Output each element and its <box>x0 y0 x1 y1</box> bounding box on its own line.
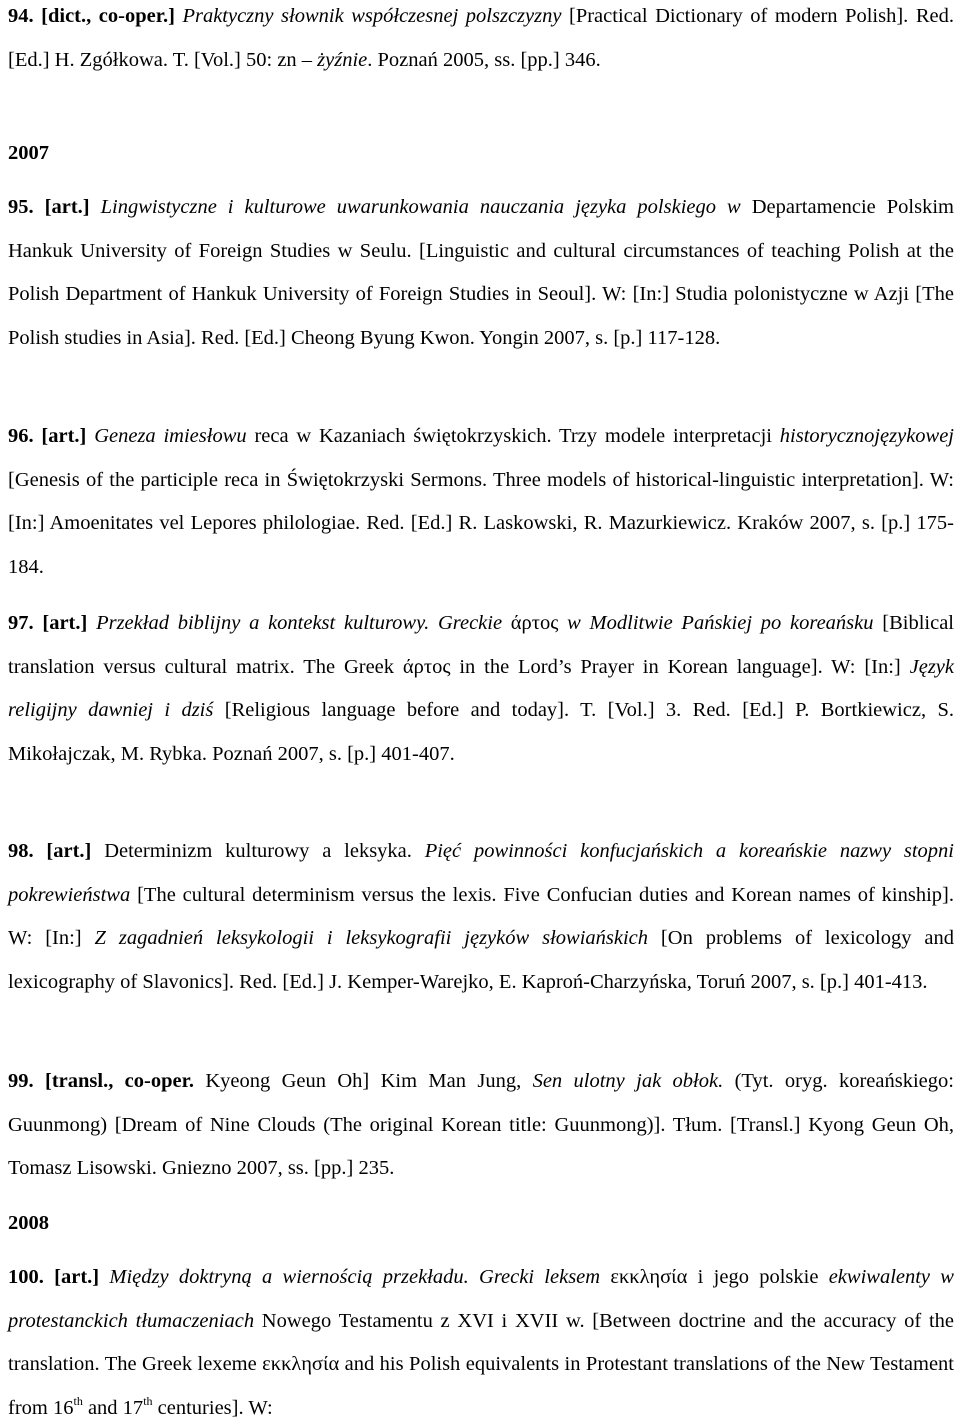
entry-text-segment: (Tyt. oryg. koreańskiego: Guunmong) [Dream of Nine Clouds (The original Korean title: Guunmong)]. Tłum. [Transl.] Kyong Geun Oh, Tomasz Lisowski. Gniezno 2007, ss. [pp.] 235. <box>8 1070 954 1180</box>
entry-text-segment: 95. [art.] <box>8 196 90 218</box>
entry-text-segment: Geneza imiesłowu <box>94 425 247 447</box>
entry-text-segment: Kyeong Geun Oh] Kim Man Jung, <box>193 1070 533 1092</box>
entry-text-segment: [Genesis of the participle reca in Świętokrzyski Sermons. Three models of historical-linguistic interpretation]. W: [In:] Amoenitates vel Lepores philologiae. Red. [Ed.] R. Laskowski, R. Mazurkiewicz. Kraków 2007, s. [p.] 175-184. <box>8 468 954 578</box>
entry-text-segment <box>87 612 96 634</box>
entry-text-segment: 99. [transl., co-oper. <box>8 1070 194 1092</box>
entry-text-segment: 94. [dict., co-oper.] <box>8 5 183 27</box>
bibliography-entry-96 <box>8 415 954 589</box>
entry-text-segment <box>99 1266 109 1288</box>
entry-text-segment: centuries]. W: <box>152 1396 273 1419</box>
year-heading-2008: 2008 <box>8 1212 49 1234</box>
entry-text-segment: th <box>73 1393 83 1408</box>
entry-text-segment: [The cultural determinism versus the lexis. Five Confucian duties and Korean names of kinship]. W: [In:] <box>8 883 954 950</box>
entry-text-segment: [Religious language before and today]. T. [Vol.] 3. Red. [Ed.] P. Bortkiewicz, S. Mikołajczak, M. Rybka. Poznań 2007, s. [p.] 401-407. <box>8 699 954 765</box>
bibliography-entry-98 <box>8 830 954 1004</box>
entry-text-segment: Sen ulotny jak obłok. <box>532 1070 724 1092</box>
entry-text-segment: 98. [art.] <box>8 840 92 862</box>
entry-text-segment: Nowego Testamentu z XVI i XVII w. [Between doctrine and the accuracy of the translation. The Greek lexeme εκκλησία and his Polish equivalents in Protestant translations of the New Testament from 16 <box>8 1309 954 1419</box>
entry-text-segment: Z zagadnień leksykologii i leksykografii języków słowiańskich <box>94 927 649 950</box>
entry-text-segment: ekwiwalenty w protestanckich tłumaczeniach <box>8 1266 954 1332</box>
entry-text-segment: . Poznań 2005, ss. [pp.] 346. <box>367 48 601 71</box>
entry-text-segment: and 17 <box>82 1396 144 1419</box>
entry-text-segment: 97. [art.] <box>8 612 88 634</box>
entry-text-segment: Pięć powinności konfucjańskich a koreańskie nazwy stopni pokrewieństwa <box>8 840 954 906</box>
entry-text-segment: [On problems of lexicology and lexicography of Slavonics]. Red. [Ed.] J. Kemper-Warejko, E. Kaproń-Charzyńska, Toruń 2007, s. [p.] 401-413. <box>8 927 954 993</box>
entry-text-segment: th <box>143 1393 153 1408</box>
entry-text-segment: Praktyczny słownik współczesnej polszczyzny <box>182 5 562 27</box>
year-heading-2007: 2007 <box>8 142 49 164</box>
bibliography-entry-99 <box>8 1060 954 1191</box>
entry-text-segment: [Practical Dictionary of modern Polish]. Red. [Ed.] H. Zgółkowa. T. [Vol.] 50: zn – <box>8 5 954 71</box>
entry-text-segment: εκκλησία i jego polskie <box>600 1266 829 1288</box>
entry-text-segment: άρτος <box>502 612 568 634</box>
entry-text-segment: Między doktryną a wiernością przekładu. Grecki leksem <box>109 1266 601 1288</box>
bibliography-entry-100 <box>8 1256 954 1426</box>
entry-text-segment: żyźnie <box>317 48 368 71</box>
entry-text-segment: historycznojęzykowej <box>779 425 955 447</box>
entry-text-segment: w Modlitwie Pańskiej po koreańsku <box>567 612 874 634</box>
entry-text-segment: 96. [art.] <box>8 425 87 447</box>
bibliography-entry-94 <box>8 0 954 82</box>
entry-text-segment: Departamencie Polskim Hankuk University of Foreign Studies w Seulu. [Linguistic and cultural circumstances of teaching Polish at the Polish Department of Hankuk University of Foreign Studies in Seoul]. W: [In:] Studia polonistyczne w Azji [The Polish studies in Asia]. Red. [Ed.] Cheong Byung Kwon. Yongin 2007, s. [p.] 117-128. <box>8 196 954 349</box>
entry-text-segment: Lingwistyczne i kulturowe uwarunkowania nauczania języka polskiego w <box>89 196 741 218</box>
entry-text-segment: reca w Kazaniach świętokrzyskich. Trzy modele interpretacji <box>246 425 780 447</box>
entry-text-segment: 100. [art.] <box>8 1266 100 1288</box>
bibliography-entry-97 <box>8 602 954 776</box>
bibliography-entry-95 <box>8 186 954 360</box>
entry-text-segment: Język religijny dawniej i dziś <box>8 655 954 722</box>
entry-text-segment: Przekład biblijny a kontekst kulturowy. Greckie <box>96 612 503 634</box>
entry-text-segment: [Biblical translation versus cultural matrix. The Greek άρτος in the Lord’s Prayer in Korean language]. W: [In:] <box>8 612 954 678</box>
entry-text-segment: Determinizm kulturowy a leksyka. <box>91 840 425 862</box>
